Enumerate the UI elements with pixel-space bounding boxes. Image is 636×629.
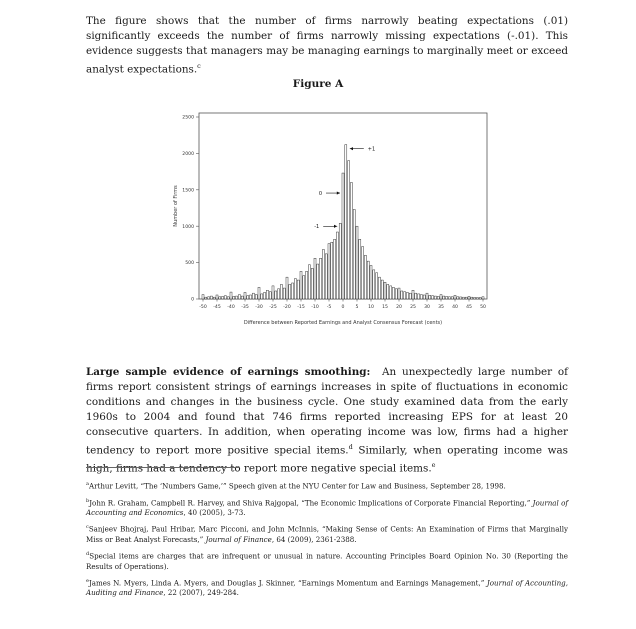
x-axis-label: Difference between Reported Earnings and Analyst Consensus Forecast (cents) <box>243 320 443 326</box>
x-tick-label: -20 <box>283 305 291 310</box>
y-tick-label: 2000 <box>182 152 194 157</box>
histogram-bar <box>404 292 406 299</box>
histogram-bar <box>451 297 453 299</box>
histogram-bar <box>460 297 462 299</box>
histogram-bar <box>348 161 350 299</box>
histogram-bar <box>227 297 229 299</box>
histogram-bar <box>434 296 436 299</box>
histogram-bar <box>479 298 481 299</box>
histogram-bar <box>401 291 403 299</box>
annotation-label: 0 <box>318 190 322 197</box>
histogram-bar <box>356 226 358 299</box>
histogram-bar <box>331 242 333 299</box>
histogram-bar <box>406 292 408 299</box>
x-tick-label: 20 <box>396 305 402 310</box>
x-tick-label: 45 <box>466 305 472 310</box>
histogram-bar <box>448 297 450 299</box>
histogram-bar <box>336 232 338 299</box>
histogram-bar <box>250 295 252 299</box>
x-tick-label: 50 <box>480 305 486 310</box>
histogram-bar <box>384 282 386 299</box>
x-tick-label: 40 <box>452 305 458 310</box>
x-tick-label: -35 <box>241 305 249 310</box>
histogram-chart <box>167 105 494 327</box>
histogram-bar <box>252 293 254 299</box>
histogram-bar <box>429 295 431 299</box>
histogram-bar <box>224 296 226 299</box>
annotation-arrowhead <box>334 225 337 228</box>
histogram-bar <box>205 297 207 299</box>
y-tick-label: 500 <box>185 261 194 267</box>
footnote-divider <box>86 467 240 468</box>
histogram-bar <box>266 290 268 299</box>
histogram-bar <box>443 296 445 299</box>
histogram-bar <box>303 276 305 299</box>
histogram-bar <box>222 296 224 299</box>
x-tick-label: 35 <box>438 305 444 310</box>
histogram-bar <box>202 295 204 299</box>
annotation-label: +1 <box>367 146 376 153</box>
x-tick-label: 30 <box>424 305 430 310</box>
histogram-bar <box>289 284 291 299</box>
histogram-bar <box>378 277 380 299</box>
histogram-bar <box>446 296 448 299</box>
histogram-bar <box>440 295 442 299</box>
histogram-bar <box>482 297 484 299</box>
histogram-bar <box>213 297 215 299</box>
x-tick-label: -40 <box>227 305 235 310</box>
x-tick-label: -15 <box>297 305 305 310</box>
histogram-bar <box>423 295 425 299</box>
histogram-bar <box>264 292 266 299</box>
histogram-bar <box>216 295 218 299</box>
x-tick-label: -45 <box>213 305 221 310</box>
histogram-bar <box>412 290 414 299</box>
histogram-bar <box>275 291 277 299</box>
histogram-bar <box>308 265 310 299</box>
footnote-d: $^d$Special items are charges that are infrequent or unusual in nature. Accounting Principles Board Opinion No. 30 (Reporting the Results of Operations). <box>86 551 568 571</box>
section-text-a: An unexpectedly large number of firms report consistent strings of earnings increases in spite of fluctuations in economic conditions and changes in the business cycle. One study examined data from the early 1960s to 2004 and found that 746 firms reported increasing EPS for at least 20 consecutive quarters. In addition, when operating income was low, firms had a higher tendency to report more positive special items. <box>86 366 568 457</box>
histogram-bar <box>322 249 324 299</box>
histogram-bar <box>387 284 389 299</box>
histogram-bar <box>292 283 294 299</box>
histogram-bar <box>339 223 341 299</box>
histogram-bar <box>210 296 212 299</box>
annotation-label: -1 <box>314 224 320 231</box>
footnote-ref-e[interactable]: e <box>431 461 436 470</box>
histogram-bar <box>311 268 313 299</box>
histogram-bar <box>462 297 464 299</box>
intro-text: The figure shows that the number of firms narrowly beating expectations (.01) significantly exceeds the number of firms narrowly missing expectations (-.01). This evidence suggests that managers may be managing earnings to marginally meet or exceed analyst expectations. <box>86 15 568 76</box>
histogram-bar <box>359 239 361 299</box>
annotation-arrowhead <box>337 191 340 194</box>
histogram-bar <box>334 239 336 299</box>
histogram-bar <box>350 183 352 299</box>
x-tick-label: -25 <box>269 305 277 310</box>
x-tick-label: -5 <box>326 305 332 310</box>
histogram-bar <box>306 271 308 299</box>
section-heading: Large sample evidence of earnings smoothing: <box>86 366 371 378</box>
histogram-bar <box>300 271 302 299</box>
histogram-bar <box>244 292 246 299</box>
section-text-b: Similarly, when operating income was high, firms had a tendency to report more negative special items. <box>86 444 568 475</box>
histogram-bar <box>432 296 434 299</box>
histogram-bar <box>294 279 296 299</box>
histogram-bar <box>258 287 260 299</box>
histogram-bar <box>280 284 282 299</box>
histogram-bar <box>314 258 316 299</box>
histogram-bar <box>230 292 232 299</box>
histogram-bar <box>373 270 375 299</box>
histogram-bar <box>261 294 263 299</box>
x-tick-label: 25 <box>410 305 416 310</box>
histogram-bar <box>476 298 478 299</box>
histogram-bar <box>398 288 400 299</box>
histogram-bar <box>325 254 327 299</box>
histogram-bar <box>278 289 280 299</box>
footnotes <box>86 479 568 603</box>
histogram-bar <box>474 297 476 299</box>
y-tick-label: 2500 <box>182 115 194 121</box>
histogram-bar <box>320 258 322 299</box>
x-tick-label: 0 <box>341 305 345 310</box>
histogram-bar <box>370 266 372 299</box>
histogram-bar <box>283 288 285 299</box>
histogram-bar <box>345 145 347 299</box>
histogram-bar <box>468 296 470 299</box>
histogram-bar <box>233 296 235 299</box>
histogram-bar <box>465 297 467 299</box>
x-tick-label: -50 <box>199 305 207 310</box>
histogram-bar <box>420 295 422 299</box>
histogram-bar <box>376 273 378 299</box>
histogram-bar <box>392 287 394 299</box>
histogram-bar <box>241 296 243 299</box>
x-tick-label: 5 <box>355 305 359 310</box>
histogram-bar <box>418 294 420 299</box>
histogram-bar <box>426 293 428 299</box>
histogram-bar <box>381 280 383 299</box>
histogram-bar <box>255 295 257 299</box>
histogram-bar <box>367 261 369 299</box>
y-tick-label: 1500 <box>182 188 194 194</box>
histogram-bar <box>328 244 330 299</box>
histogram-bar <box>297 280 299 299</box>
x-tick-label: -10 <box>311 305 319 310</box>
histogram-bar <box>454 295 456 299</box>
histogram-bar <box>362 247 364 299</box>
histogram-bar <box>272 286 274 299</box>
histogram-bar <box>409 293 411 299</box>
histogram-bar <box>342 173 344 299</box>
histogram-bar <box>471 297 473 299</box>
y-tick-label: 0 <box>191 297 194 303</box>
footnote-b: $^b$John R. Graham, Campbell R. Harvey, and Shiva Rajgopal, “The Economic Implications of Corporate Financial Reporting,” Journal of Accounting and Economics, 40 (2005), 3-73. <box>86 497 568 518</box>
footnote-c: $^c$Sanjeev Bhojraj, Paul Hribar, Marc Picconi, and John McInnis, “Making Sense of Cents: An Examination of Firms that Marginally Miss or Beat Analyst Forecasts,” Journal of Finance, 64 (2009), 2361-2388. <box>86 524 568 544</box>
figure-title: Figure A <box>292 78 344 90</box>
histogram-bar <box>236 296 238 299</box>
footnote-e: $^e$James N. Myers, Linda A. Myers, and Douglas J. Skinner, “Earnings Momentum and Earnings Management,” Journal of Accounting, Auditing and Finance, 22 (2007), 249-284. <box>86 577 568 598</box>
histogram-bar <box>437 296 439 299</box>
histogram-bar <box>247 296 249 299</box>
annotation-arrowhead <box>350 147 353 150</box>
histogram-bar <box>390 286 392 299</box>
histogram-bar <box>457 297 459 299</box>
histogram-bar <box>208 297 210 299</box>
intro-paragraph <box>86 14 568 77</box>
histogram-bar <box>238 295 240 299</box>
histogram-bar <box>353 209 355 299</box>
histogram-bar <box>286 277 288 299</box>
x-tick-label: 10 <box>368 305 374 310</box>
x-tick-label: -30 <box>255 305 263 310</box>
y-axis-label: Number of Firms <box>173 185 179 227</box>
y-tick-label: 1000 <box>182 224 194 230</box>
histogram-bar <box>317 264 319 299</box>
footnote-a: $^a$Arthur Levitt, “The ‘Numbers Game,’” Speech given at the NYU Center for Law and Business, September 28, 1998. <box>86 481 506 491</box>
histogram-bar <box>219 297 221 299</box>
x-tick-label: 15 <box>382 305 388 310</box>
section-paragraph <box>86 365 568 477</box>
histogram-bar <box>415 293 417 299</box>
histogram-bar <box>364 255 366 299</box>
histogram-bar <box>269 292 271 299</box>
footnote-ref-c[interactable]: c <box>197 62 201 70</box>
histogram-bar <box>395 289 397 299</box>
footnote-ref-d[interactable]: d <box>348 443 353 451</box>
